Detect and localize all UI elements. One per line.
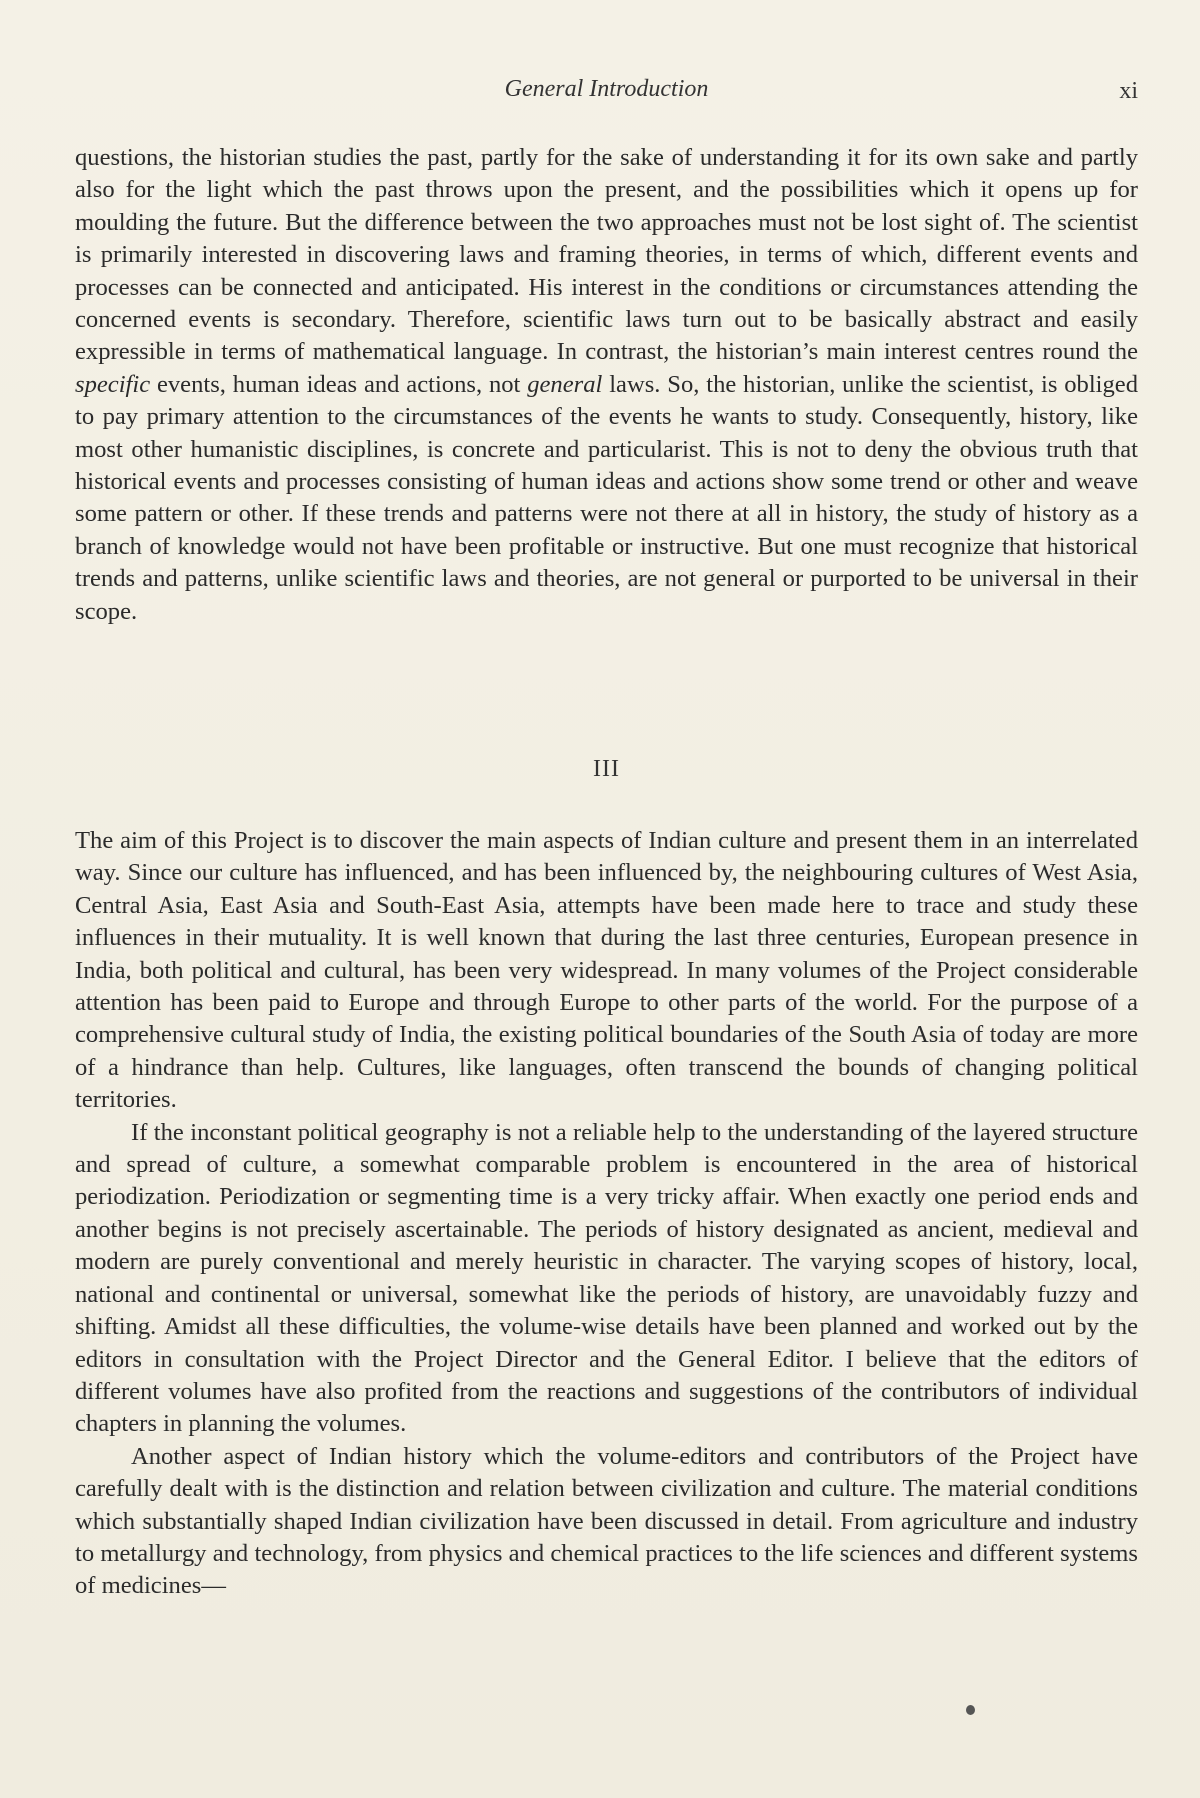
- text-block-upper: [75, 142, 1138, 628]
- running-title: General Introduction: [504, 76, 709, 102]
- paragraph: [75, 1441, 1138, 1603]
- running-head: [75, 76, 1138, 110]
- text-run: Another aspect of Indian history which the volume-editors and contributors of the Project have carefully dealt with is the distinction and relation between civilization and culture. The material conditions which substantially shaped Indian civilization have been discussed in detail. From agriculture and industry to metallurgy and technology, from physics and chemical practices to the life sciences and different systems of medicines—: [75, 1442, 1138, 1600]
- section-heading: III: [593, 756, 620, 782]
- emphasized-text: specific: [75, 370, 151, 398]
- text-run: The aim of this Project is to discover the main aspects of Indian culture and present them in an interrelated way. Since our culture has influenced, and has been influenced by, the neighbouring cultures of West Asia, Central Asia, East Asia and South-East Asia, attempts have been made here to trace and study these influences in their mutuality. It is well known that during the last three centuries, European presence in India, both political and cultural, has been very widespread. In many volumes of the Project considerable attention has been paid to Europe and through Europe to other parts of the world. For the purpose of a comprehensive cultural study of India, the existing political boundaries of the South Asia of today are more of a hindrance than help. Cultures, like languages, often transcend the bounds of changing political territories.: [75, 827, 1138, 1114]
- paragraph: [75, 142, 1138, 628]
- page-number: xi: [1119, 78, 1138, 104]
- paragraph: [75, 1117, 1138, 1441]
- text-run: laws. So, the historian, unlike the scientist, is obliged to pay primary attention to the circumstances of the events he wants to study. Consequently, history, like most other humanistic disciplines, is concrete and particularist. This is not to deny the obvious truth that historical events and processes consisting of human ideas and actions show some trend or other and weave some pattern or other. If these trends and patterns were not there at all in history, the study of history as a branch of knowledge would not have been profitable or instructive. But one must recognize that historical trends and patterns, unlike scientific laws and theories, are not general or purported to be universal in their scope.: [75, 370, 1138, 625]
- paragraph: [75, 825, 1138, 1117]
- text-block-lower: [75, 825, 1138, 1603]
- emphasized-text: general: [527, 370, 603, 398]
- text-run: events, human ideas and actions, not: [150, 370, 528, 398]
- text-run: questions, the historian studies the past, partly for the sake of understanding it for its own sake and partly also for the light which the past throws upon the present, and the possibilities which it opens up for moulding the future. But the difference between the two approaches must not be lost sight of. The scientist is primarily interested in discovering laws and framing theories, in terms of which, different events and processes can be connected and anticipated. His interest in the conditions or circumstances attending the concerned events is secondary. Therefore, scientific laws turn out to be basically abstract and easily expressible in terms of mathematical language. In contrast, the historian’s main interest centres round the: [75, 144, 1138, 366]
- ink-speck: [966, 1705, 975, 1715]
- text-run: If the inconstant political geography is not a reliable help to the understanding of the layered structure and spread of culture, a somewhat comparable problem is encountered in the area of historical periodization. Periodization or segmenting time is a very tricky affair. When exactly one period ends and another begins is not precisely ascertainable. The periods of history designated as ancient, medieval and modern are purely conventional and merely heuristic in character. The varying scopes of history, local, national and continental or universal, somewhat like the periods of history, are unavoidably fuzzy and shifting. Amidst all these difficulties, the volume-wise details have been planned and worked out by the editors in consultation with the Project Director and the General Editor. I believe that the editors of different volumes have also profited from the reactions and suggestions of the contributors of individual chapters in planning the volumes.: [75, 1118, 1138, 1438]
